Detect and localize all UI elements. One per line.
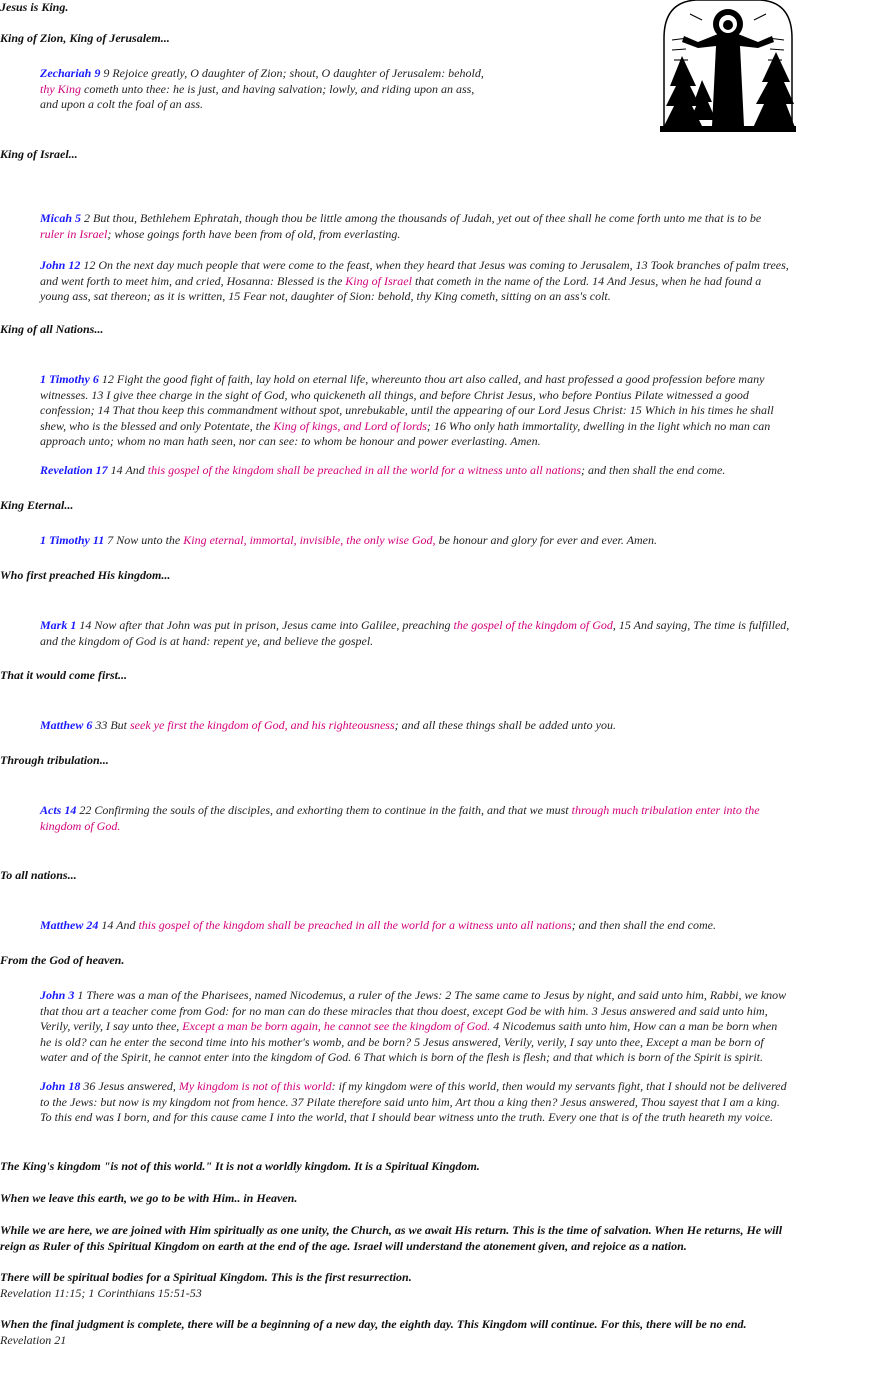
verse-line <box>40 274 880 290</box>
verse-highlight: the gospel of the kingdom of God <box>453 618 613 632</box>
summary-text: When the final judgment is complete, there will be a beginning of a new day, the eighth day. This Kingdom will continue. For this, there will be no end. <box>0 1317 747 1331</box>
verse-text: ; and then shall the end come. <box>581 463 726 477</box>
verse-text: that thou art a teacher come from God: for no man can do these miracles that thou doest, except God be with him. 3 Jesus answered and said unto him, <box>40 1003 768 1018</box>
verse-highlight: Except a man be born again, he cannot see the kingdom of God. <box>182 1019 491 1034</box>
verse-text: and went forth to meet him, and cried, Hosanna: Blessed is the <box>40 273 346 288</box>
verse-text: witnesses. 13 I give thee charge in the sight of God, who quickeneth all things, and before Christ Jesus, who before Pontius Pilate witnessed a good <box>40 387 749 402</box>
verse-text: 22 Confirming the souls of the disciples, and exhorting them to continue in the faith, and that we must <box>76 803 572 817</box>
section-heading-tribulation: Through tribulation... <box>0 753 109 767</box>
verse-highlight: King eternal, immortal, invisible, the only wise God, <box>183 533 436 547</box>
verse-ref[interactable]: Matthew 6 <box>40 718 93 732</box>
verse-text: 1 There was a man of the Pharisees, named Nicodemus, a ruler of the Jews: 2 The same came to Jesus by night, and said unto him, Rabbi, we know <box>74 988 787 1002</box>
section-heading-zion: King of Zion, King of Jerusalem... <box>0 31 170 45</box>
verse-highlight: this gospel of the kingdom shall be preached in all the world for a witness unto all nations <box>138 918 572 932</box>
section-heading-first: That it would come first... <box>0 668 128 682</box>
verse-text: 12 Fight the good fight of faith, lay hold on eternal life, whereunto thou art also called, and hast professed a good profession before many <box>98 372 765 386</box>
verse-text: 14 And <box>107 463 148 477</box>
section-heading-all-nations: To all nations... <box>0 868 77 882</box>
verse-line <box>40 618 880 634</box>
verse-text: cometh unto thee: he is just, and having salvation; lowly, and riding upon an ass, <box>81 81 475 96</box>
verse-text: and upon a colt the foal of an ass. <box>40 97 203 112</box>
verse-ref[interactable]: 1 Timothy 6 <box>40 372 99 386</box>
verse-john-12 <box>40 258 880 305</box>
verse-text: 33 But <box>92 718 131 732</box>
summary-spiritual-kingdom: The King's kingdom "is not of this world." It is not a worldly kingdom. It is a Spiritual Kingdom. <box>0 1159 480 1173</box>
verse-text: 4 Nicodemus saith unto him, How can a man be born when <box>490 1019 778 1034</box>
verse-ref[interactable]: John 12 <box>40 258 81 272</box>
verse-ref[interactable]: Micah 5 <box>40 211 82 225</box>
verse-text: young ass, sat thereon; as it is written, 15 Fear not, daughter of Sion: behold, thy King cometh, sitting on an ass's colt. <box>40 289 611 304</box>
verse-text: ; and all these things shall be added unto you. <box>394 718 616 732</box>
verse-line <box>40 372 880 388</box>
verse-highlight: ruler in Israel <box>40 226 108 241</box>
verse-text: confession; 14 That thou keep this commandment without spot, unrebukable, until the appearing of our Lord Jesus Christ: 15 Which in his times he shall <box>40 403 774 418</box>
verse-text: 7 Now unto the <box>104 533 184 547</box>
verse-1-timothy-6 <box>40 372 880 450</box>
verse-text: ; 16 Who only hath immortality, dwelling in the light which no man can <box>426 418 771 433</box>
verse-text: To this end was I born, and for this cause came I into the world, that I should bear witness unto the truth. Every one that is of the truth heareth my voice. <box>40 1110 774 1125</box>
verse-text: and the kingdom of God is at hand: repent ye, and believe the gospel. <box>40 633 374 648</box>
verse-text: water and of the Spirit, he cannot enter into the kingdom of God. 6 That which is born of the flesh is flesh; and that which is born of the Spirit is spirit. <box>40 1050 763 1065</box>
verse-line <box>40 918 880 934</box>
verse-text: Verily, verily, I say unto thee, <box>40 1019 183 1034</box>
summary-reference: Revelation 11:15; 1 Corinthians 15:51-53 <box>0 1285 202 1300</box>
summary-resurrection <box>0 1270 881 1301</box>
verse-john-3 <box>40 988 880 1066</box>
verse-text: approach unto; whom no man hath seen, nor can see: to whom be honour and power everlasting. Amen. <box>40 434 541 449</box>
section-heading-heaven: From the God of heaven. <box>0 953 125 967</box>
verse-revelation-17 <box>40 463 880 479</box>
section-heading-nations: King of all Nations... <box>0 322 104 336</box>
verse-1-timothy-11 <box>40 533 880 549</box>
verse-line <box>40 211 880 227</box>
section-heading-israel: King of Israel... <box>0 147 78 161</box>
verse-line <box>40 718 880 734</box>
verse-ref[interactable]: 1 Timothy 11 <box>40 533 105 547</box>
verse-highlight: thy King <box>40 81 81 96</box>
verse-highlight: seek ye first the kingdom of God, and his righteousness <box>130 718 395 732</box>
verse-john-18 <box>40 1079 880 1126</box>
verse-text: ; and then shall the end come. <box>571 918 716 932</box>
verse-ref[interactable]: Acts 14 <box>40 803 77 817</box>
verse-highlight: this gospel of the kingdom shall be preached in all the world for a witness unto all nations <box>147 463 582 477</box>
page-title: Jesus is King. <box>0 0 69 14</box>
verse-text: , 15 And saying, The time is fulfilled, <box>612 618 790 632</box>
verse-text: 2 But thou, Bethlehem Ephratah, though thou be little among the thousands of Judah, yet out of thee shall he come forth unto me that is to be <box>81 211 762 225</box>
verse-text: shew, who is the blessed and only Potentate, the <box>40 418 274 433</box>
verse-line <box>40 227 880 243</box>
section-heading-preached: Who first preached His kingdom... <box>0 568 171 582</box>
verse-ref[interactable]: Matthew 24 <box>40 918 99 932</box>
verse-line <box>40 258 880 274</box>
verse-text: be honour and glory for ever and ever. Amen. <box>435 533 657 547</box>
verse-text: ; whose goings forth have been from of old, from everlasting. <box>107 226 401 241</box>
verse-text: : if my kingdom were of this world, then would my servants fight, that I should not be delivered <box>331 1079 787 1093</box>
verse-highlight: My kingdom is not of this world <box>178 1079 332 1093</box>
verse-text: 36 Jesus answered, <box>80 1079 179 1093</box>
summary-text: reign as Ruler of this Spiritual Kingdom on earth at the end of the age. Israel will understand the atonement given, and rejoice as a nation. <box>0 1238 687 1253</box>
verse-text: 14 Now after that John was put in prison, Jesus came into Galilee, preaching <box>76 618 454 632</box>
verse-highlight: through much tribulation enter into the <box>571 803 760 817</box>
verse-text: 14 And <box>98 918 139 932</box>
verse-ref[interactable]: Mark 1 <box>40 618 77 632</box>
verse-line <box>40 1079 880 1095</box>
verse-text: that cometh in the name of the Lord. 14 And Jesus, when he had found a <box>411 273 762 288</box>
verse-text: to the Jews: but now is my kingdom not from hence. 37 Pilate therefore said unto him, Art thou a king then? Jesus answered, Thou sayest that I am a king. <box>40 1094 780 1109</box>
verse-text: 12 On the next day much people that were come to the feast, when they heard that Jesus was coming to Jerusalem, 13 Took branches of palm trees, <box>80 258 789 272</box>
verse-ref[interactable]: Revelation 17 <box>40 463 108 477</box>
summary-text: There will be spiritual bodies for a Spiritual Kingdom. This is the first resurrection. <box>0 1270 412 1284</box>
summary-church <box>0 1223 881 1254</box>
verse-line <box>40 988 880 1004</box>
summary-eighth-day <box>0 1317 881 1348</box>
summary-reference: Revelation 21 <box>0 1332 67 1347</box>
verse-matthew-24 <box>40 918 880 934</box>
verse-line <box>40 803 880 819</box>
verse-text: 9 Rejoice greatly, O daughter of Zion; shout, O daughter of Jerusalem: behold, <box>100 66 484 80</box>
verse-highlight: kingdom of God. <box>40 818 121 833</box>
summary-heaven: When we leave this earth, we go to be with Him.. in Heaven. <box>0 1191 298 1205</box>
verse-ref[interactable]: John 18 <box>40 1079 81 1093</box>
verse-micah-5 <box>40 211 880 242</box>
verse-matthew-6 <box>40 718 880 734</box>
verse-line <box>40 1019 880 1035</box>
verse-mark-1 <box>40 618 880 649</box>
verse-line <box>40 419 880 435</box>
verse-ref[interactable]: Zechariah 9 <box>40 66 101 80</box>
verse-highlight: King of Israel <box>345 273 412 288</box>
section-heading-eternal: King Eternal... <box>0 498 74 512</box>
verse-line <box>40 463 880 479</box>
verse-highlight: King of kings, and Lord of lords <box>273 418 427 433</box>
verse-line <box>40 533 880 549</box>
jesus-in-forest-illustration <box>660 0 796 132</box>
verse-text: he is old? can he enter the second time into his mother's womb, and be born? 5 Jesus answered, Verily, verily, I say unto thee, Except a man be born of <box>40 1034 764 1049</box>
verse-acts-14 <box>40 803 880 834</box>
summary-text: While we are here, we are joined with Him spiritually as one unity, the Church, as we await His return. This is the time of salvation. When He returns, He will <box>0 1223 783 1237</box>
verse-ref[interactable]: John 3 <box>40 988 75 1002</box>
